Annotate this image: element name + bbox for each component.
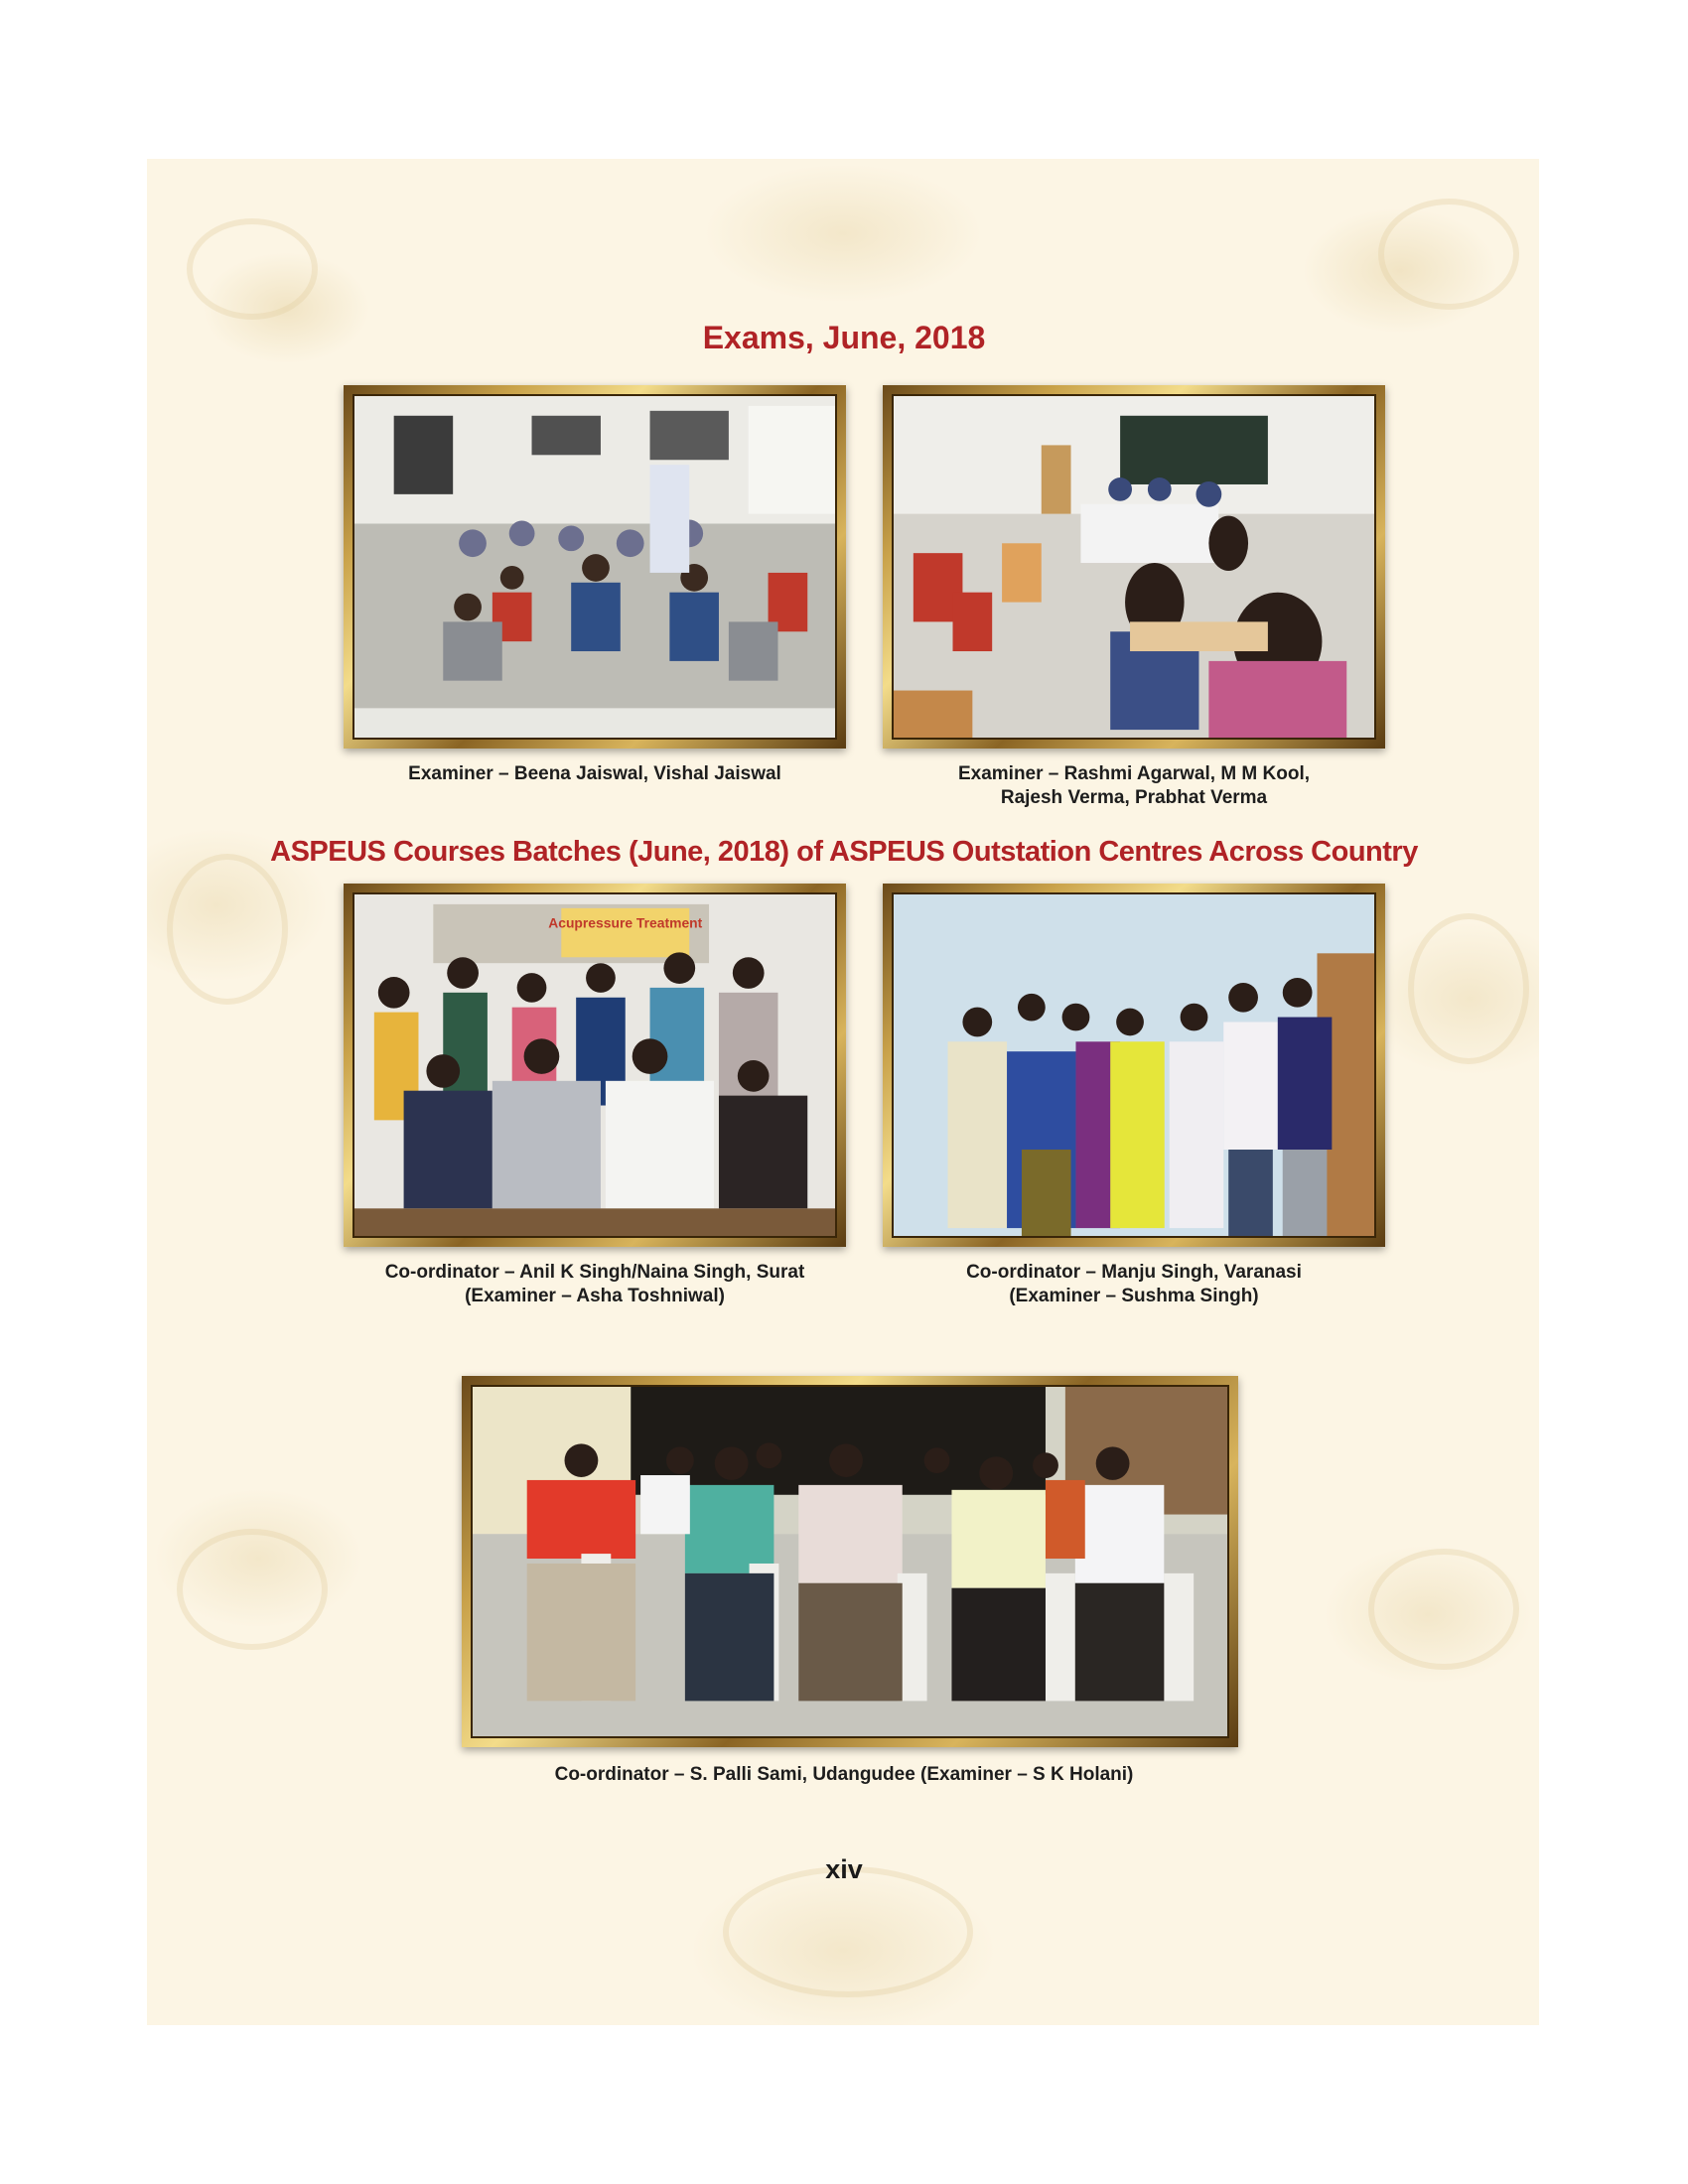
- photo-frame-udangudee-group: [462, 1376, 1238, 1747]
- varanasi-group-caption: [883, 1261, 1385, 1308]
- udangudee-group-caption: [298, 1763, 1390, 1787]
- exams-title: Exams, June, 2018: [702, 320, 986, 355]
- ornament-swirl: [1368, 1549, 1519, 1670]
- exam-hall-caption: [344, 762, 846, 786]
- caption-line: (Examiner – Sushma Singh): [1009, 1286, 1259, 1306]
- examiners-table-photo: [892, 394, 1376, 740]
- ornament-swirl: [1408, 913, 1529, 1064]
- caption-line: Rajesh Verma, Prabhat Verma: [1000, 787, 1268, 808]
- photo-frame-varanasi-group: [883, 884, 1385, 1247]
- photo-frame-examiners-table: [883, 385, 1385, 749]
- ornament-swirl: [187, 218, 318, 320]
- batches-title: ASPEUS Courses Batches (June, 2018) of ASPEUS Outstation Centres Across Country: [270, 836, 1418, 868]
- caption-text: Examiner – Beena Jaiswal, Vishal Jaiswal: [408, 763, 781, 784]
- surat-group-caption: [328, 1261, 862, 1308]
- surat-group-photo: [352, 892, 837, 1238]
- examiners-table-caption: [883, 762, 1385, 810]
- caption-line: (Examiner – Asha Toshniwal): [465, 1286, 725, 1306]
- page-number: xiv: [825, 1854, 863, 1884]
- ornament-swirl: [177, 1529, 328, 1650]
- photo-frame-surat-group: [344, 884, 846, 1247]
- banner-text: Acupressure Treatment: [548, 914, 703, 931]
- ornament-swirl: [1378, 199, 1519, 310]
- photo-frame-exam-hall: [344, 385, 846, 749]
- caption-text: Co-ordinator – S. Palli Sami, Udangudee (Examiner – S K Holani): [554, 1764, 1134, 1785]
- ornament-swirl: [723, 1866, 973, 1997]
- caption-line: Co-ordinator – Anil K Singh/Naina Singh, Surat: [384, 1262, 805, 1283]
- exam-hall-photo: [352, 394, 837, 740]
- caption-line: Co-ordinator – Manju Singh, Varanasi: [966, 1262, 1302, 1283]
- udangudee-group-photo: [471, 1385, 1229, 1738]
- caption-line: Examiner – Rashmi Agarwal, M M Kool,: [957, 763, 1311, 784]
- varanasi-group-photo: [892, 892, 1376, 1238]
- ornament-swirl: [167, 854, 288, 1005]
